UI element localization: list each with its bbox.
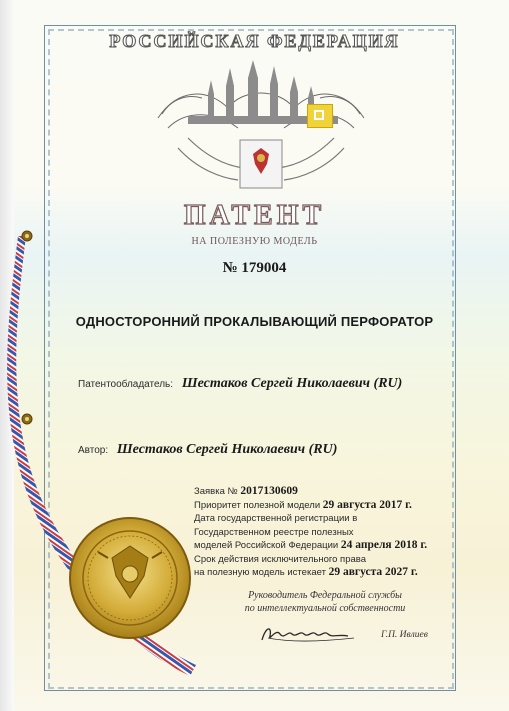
registration-label-line-2: Государственном реестре полезных — [194, 526, 354, 538]
term-label-line-2: на полезную модель истекает — [194, 567, 326, 578]
qr-code-icon — [307, 104, 333, 128]
registration-label-line-3: моделей Российской Федерации — [194, 540, 339, 551]
registration-details — [194, 485, 427, 580]
gold-seal — [68, 516, 192, 640]
official-title-line-2: по интеллектуальной собственности — [244, 603, 406, 614]
term-label-line-1: Срок действия исключительного права — [194, 553, 366, 565]
priority-line — [194, 499, 427, 513]
patent-holder — [78, 376, 402, 392]
registration-date: 24 апреля 2018 г. — [340, 539, 428, 551]
application-label: Заявка № — [194, 486, 238, 497]
signer-name: Г.П. Ивлиев — [381, 630, 428, 640]
official-title — [230, 589, 420, 615]
document-subtitle: НА ПОЛЕЗНУЮ МОДЕЛЬ — [191, 236, 318, 247]
patent-holder-value: Шестаков Сергей Николаевич (RU) — [181, 376, 403, 391]
priority-date: 29 августа 2017 г. — [322, 498, 412, 511]
kremlin-emblem-illustration — [148, 58, 374, 196]
patent-holder-label: Патентообладатель: — [78, 379, 174, 390]
term-expiry-date: 29 августа 2027 г. — [328, 566, 418, 578]
handwritten-signature — [258, 622, 358, 646]
author-value: Шестаков Сергей Николаевич (RU) — [116, 442, 338, 457]
country-heading: РОССИЙСКАЯ ФЕДЕРАЦИЯ — [109, 31, 400, 51]
term-line — [194, 566, 427, 580]
patent-number: № 179004 — [222, 260, 287, 276]
application-number: 2017130609 — [240, 485, 298, 497]
document-title: ПАТЕНТ — [183, 200, 326, 231]
registration-label-line-1: Дата государственной регистрации в — [194, 513, 358, 524]
author-label: Автор: — [78, 445, 109, 456]
application-line — [194, 485, 427, 499]
registration-line — [194, 539, 427, 553]
priority-label: Приоритет полезной модели — [194, 499, 321, 511]
author — [78, 442, 337, 458]
invention-name: ОДНОСТОРОННИЙ ПРОКАЛЫВАЮЩИЙ ПЕРФОРАТОР — [75, 314, 434, 329]
official-title-line-1: Руководитель Федеральной службы — [248, 590, 402, 601]
